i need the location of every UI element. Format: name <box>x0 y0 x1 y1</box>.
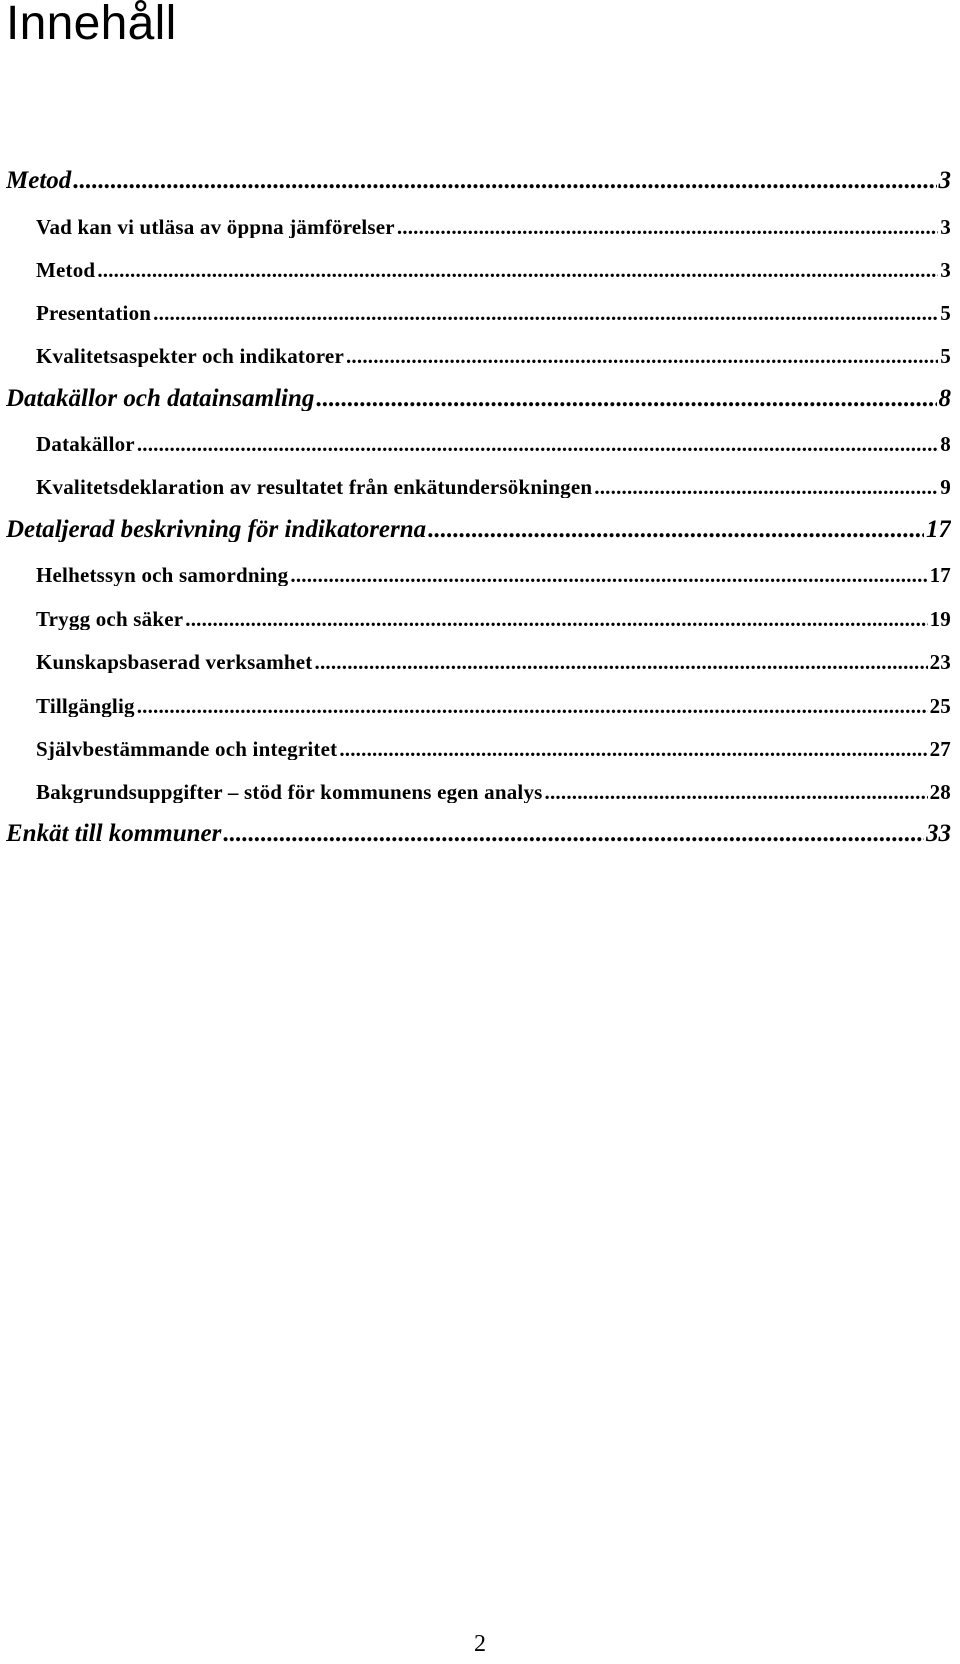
toc-dot-leader <box>545 782 928 803</box>
toc-dot-leader <box>137 696 928 717</box>
toc-entry-page: 28 <box>929 782 951 803</box>
toc-section-entry[interactable] <box>36 217 951 238</box>
toc-entry-title: Datakällor <box>36 434 135 455</box>
toc-section-entry[interactable] <box>36 652 951 673</box>
toc-section-entry[interactable] <box>36 609 951 630</box>
toc-dot-leader <box>153 303 938 324</box>
toc-section-entry[interactable] <box>36 696 951 717</box>
toc-entry-page: 17 <box>929 565 951 586</box>
toc-entry-title: Kunskapsbaserad verksamhet <box>36 652 313 673</box>
toc-entry-title: Tillgänglig <box>36 696 135 717</box>
toc-entry-page: 9 <box>940 477 951 498</box>
toc-dot-leader <box>428 517 924 542</box>
toc-entry-title: Självbestämmande och integritet <box>36 739 338 760</box>
toc-entry-title: Kvalitetsdeklaration av resultatet från enkätundersökningen <box>36 477 593 498</box>
toc-entry-title: Helhetssyn och samordning <box>36 565 289 586</box>
toc-entry-title: Trygg och säker <box>36 609 184 630</box>
toc-entry-page: 8 <box>940 434 951 455</box>
toc-entry-title: Kvalitetsaspekter och indikatorer <box>36 346 344 367</box>
toc-dot-leader <box>73 168 936 193</box>
toc-dot-leader <box>137 434 938 455</box>
toc-section-entry[interactable] <box>36 303 951 324</box>
toc-entry-title: Presentation <box>36 303 152 324</box>
toc-entry-title: Detaljerad beskrivning för indikatorerna <box>6 517 427 542</box>
toc-entry-page: 23 <box>929 652 951 673</box>
toc-dot-leader <box>316 386 936 411</box>
toc-entry-page: 8 <box>938 386 951 411</box>
page-number: 2 <box>474 1631 486 1657</box>
toc-dot-leader <box>97 260 938 281</box>
toc-entry-page: 5 <box>940 346 951 367</box>
toc-chapter-entry[interactable] <box>6 821 951 846</box>
toc-entry-page: 3 <box>940 260 951 281</box>
toc-entry-page: 17 <box>926 517 951 542</box>
toc-section-entry[interactable] <box>36 434 951 455</box>
toc-chapter-entry[interactable] <box>6 517 951 542</box>
toc-section-entry[interactable] <box>36 739 951 760</box>
toc-entry-title: Metod <box>36 260 96 281</box>
toc-dot-leader <box>397 217 938 238</box>
toc-section-entry[interactable] <box>36 565 951 586</box>
toc-chapter-entry[interactable] <box>6 386 951 411</box>
toc-dot-leader <box>346 346 938 367</box>
toc-entry-page: 19 <box>929 609 951 630</box>
toc-dot-leader <box>223 821 924 846</box>
toc-dot-leader <box>315 652 928 673</box>
page-title: Innehåll <box>6 0 177 50</box>
toc-dot-leader <box>185 609 927 630</box>
toc-section-entry[interactable] <box>36 346 951 367</box>
toc-entry-page: 3 <box>940 217 951 238</box>
toc-section-entry[interactable] <box>36 477 951 498</box>
toc-entry-title: Enkät till kommuner <box>6 821 222 846</box>
toc-dot-leader <box>290 565 927 586</box>
toc-entry-title: Vad kan vi utläsa av öppna jämförelser <box>36 217 395 238</box>
toc-entry-page: 33 <box>926 821 951 846</box>
toc-dot-leader <box>339 739 927 760</box>
toc-entry-title: Datakällor och datainsamling <box>6 386 315 411</box>
toc-entry-page: 27 <box>929 739 951 760</box>
toc-entry-page: 5 <box>940 303 951 324</box>
toc-section-entry[interactable] <box>36 782 951 803</box>
toc-entry-title: Bakgrundsuppgifter – stöd för kommunens egen analys <box>36 782 543 803</box>
toc-chapter-entry[interactable] <box>6 168 951 193</box>
toc-entry-page: 3 <box>938 168 951 193</box>
toc-section-entry[interactable] <box>36 260 951 281</box>
toc-entry-page: 25 <box>929 696 951 717</box>
toc-entry-title: Metod <box>6 168 72 193</box>
toc-dot-leader <box>594 477 938 498</box>
